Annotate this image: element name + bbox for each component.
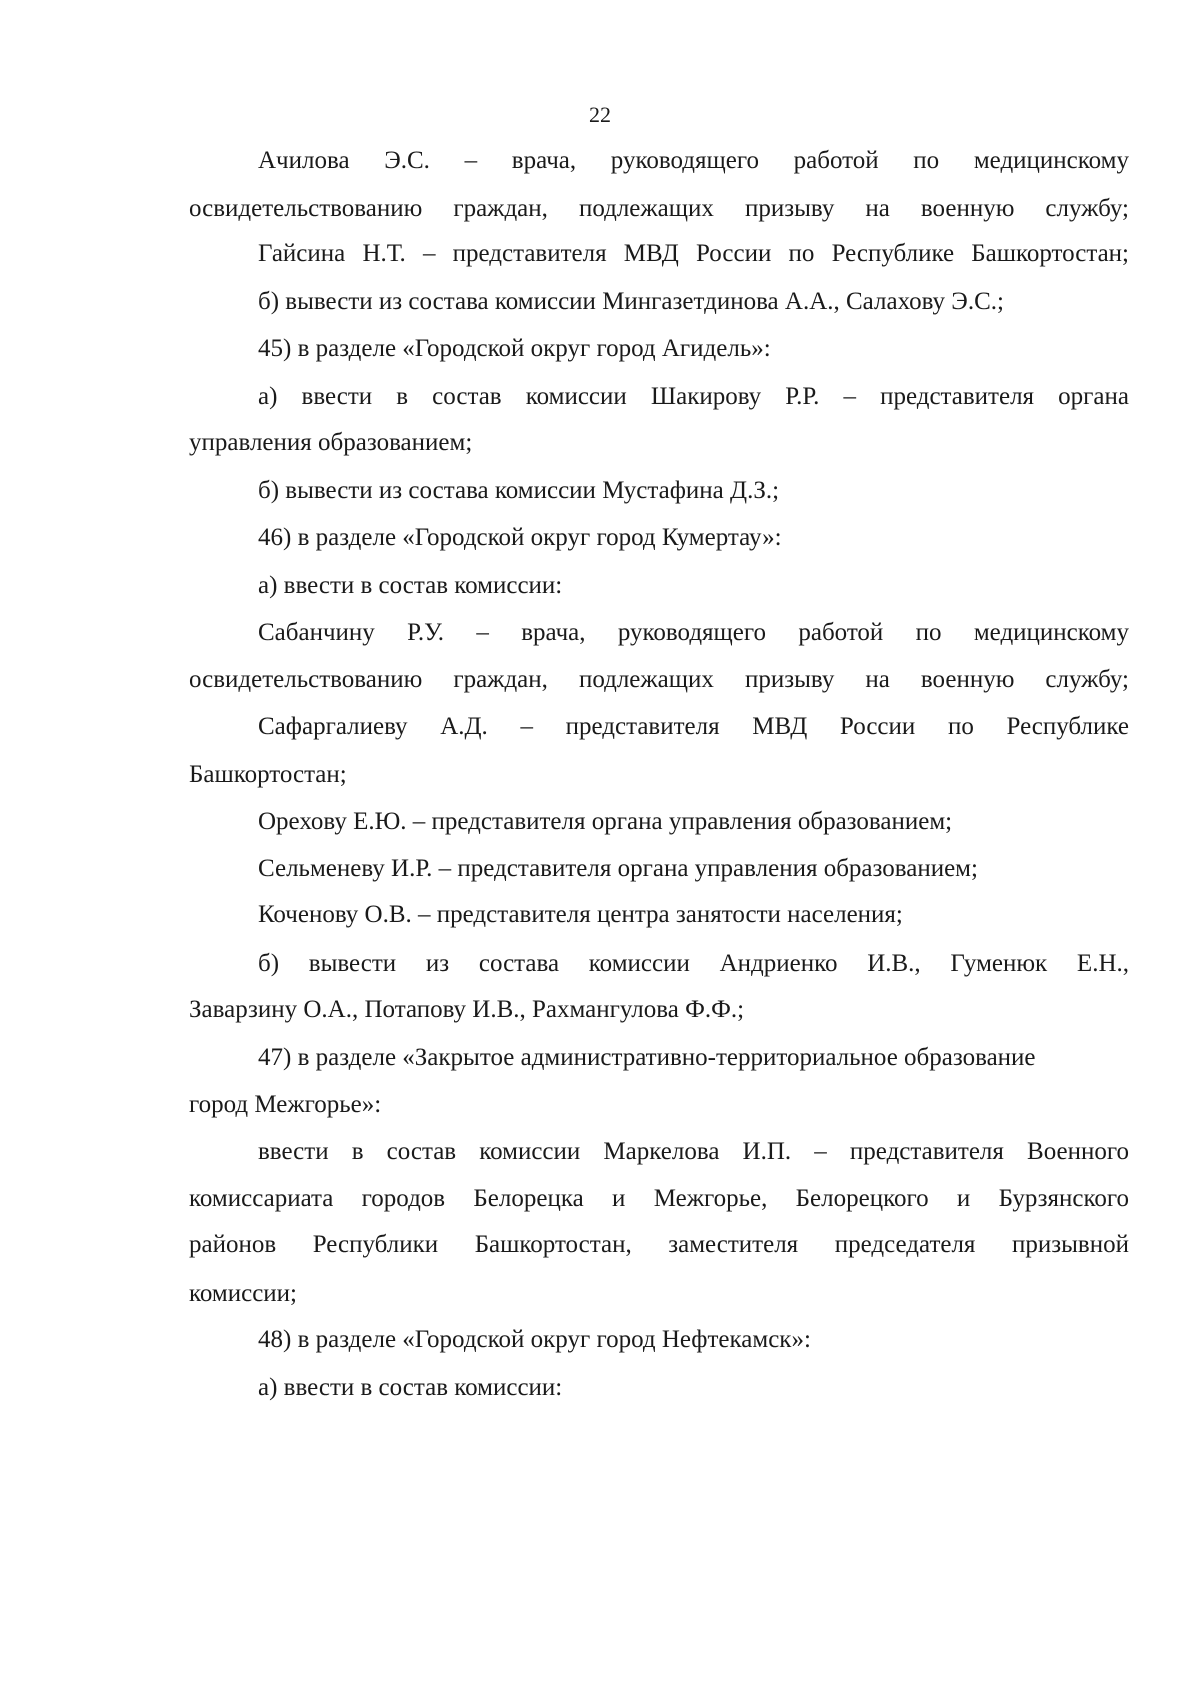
text-line: а) ввести в состав комиссии: (258, 572, 563, 599)
text-line: Башкортостан; (189, 761, 347, 788)
text-line: Орехову Е.Ю. – представителя органа управления образованием; (258, 808, 953, 835)
text-line: б) вывести из состава комиссии Андриенко И.В., Гуменюк Е.Н., (258, 950, 1129, 977)
text-line: освидетельствованию граждан, подлежащих призыву на военную службу; (189, 195, 1129, 222)
text-line: Сафаргалиеву А.Д. – представителя МВД России по Республике (258, 713, 1129, 740)
page-number: 22 (589, 102, 611, 127)
text-line: а) ввести в состав комиссии: (258, 1374, 563, 1401)
text-line: Коченову О.В. – представителя центра занятости населения; (258, 901, 903, 928)
text-line: 47) в разделе «Закрытое административно-территориальное образование (258, 1044, 1036, 1071)
text-line: освидетельствованию граждан, подлежащих призыву на военную службу; (189, 666, 1129, 693)
text-line: комиссии; (189, 1280, 297, 1307)
text-line: комиссариата городов Белорецка и Межгорье, Белорецкого и Бурзянского (189, 1185, 1129, 1212)
text-line: Сельменеву И.Р. – представителя органа управления образованием; (258, 855, 978, 882)
text-line: управления образованием; (189, 429, 473, 456)
text-line: а) ввести в состав комиссии Шакирову Р.Р. – представителя органа (258, 383, 1129, 410)
text-line: районов Республики Башкортостан, заместителя председателя призывной (189, 1231, 1129, 1258)
text-line: ввести в состав комиссии Маркелова И.П. – представителя Военного (258, 1138, 1129, 1165)
text-line: б) вывести из состава комиссии Мустафина Д.З.; (258, 477, 780, 504)
text-line: 45) в разделе «Городской округ город Агидель»: (258, 335, 771, 362)
text-line: Сабанчину Р.У. – врача, руководящего работой по медицинскому (258, 619, 1129, 646)
text-line: Гайсина Н.Т. – представителя МВД России по Республике Башкортостан; (258, 240, 1129, 267)
text-line: 48) в разделе «Городской округ город Нефтекамск»: (258, 1326, 811, 1353)
text-line: Заварзину О.А., Потапову И.В., Рахмангулова Ф.Ф.; (189, 996, 745, 1023)
text-line: город Межгорье»: (189, 1091, 382, 1118)
text-line: Ачилова Э.С. – врача, руководящего работой по медицинскому (258, 147, 1129, 174)
text-line: б) вывести из состава комиссии Мингазетдинова А.А., Салахову Э.С.; (258, 288, 1004, 315)
text-line: 46) в разделе «Городской округ город Кумертау»: (258, 524, 782, 551)
